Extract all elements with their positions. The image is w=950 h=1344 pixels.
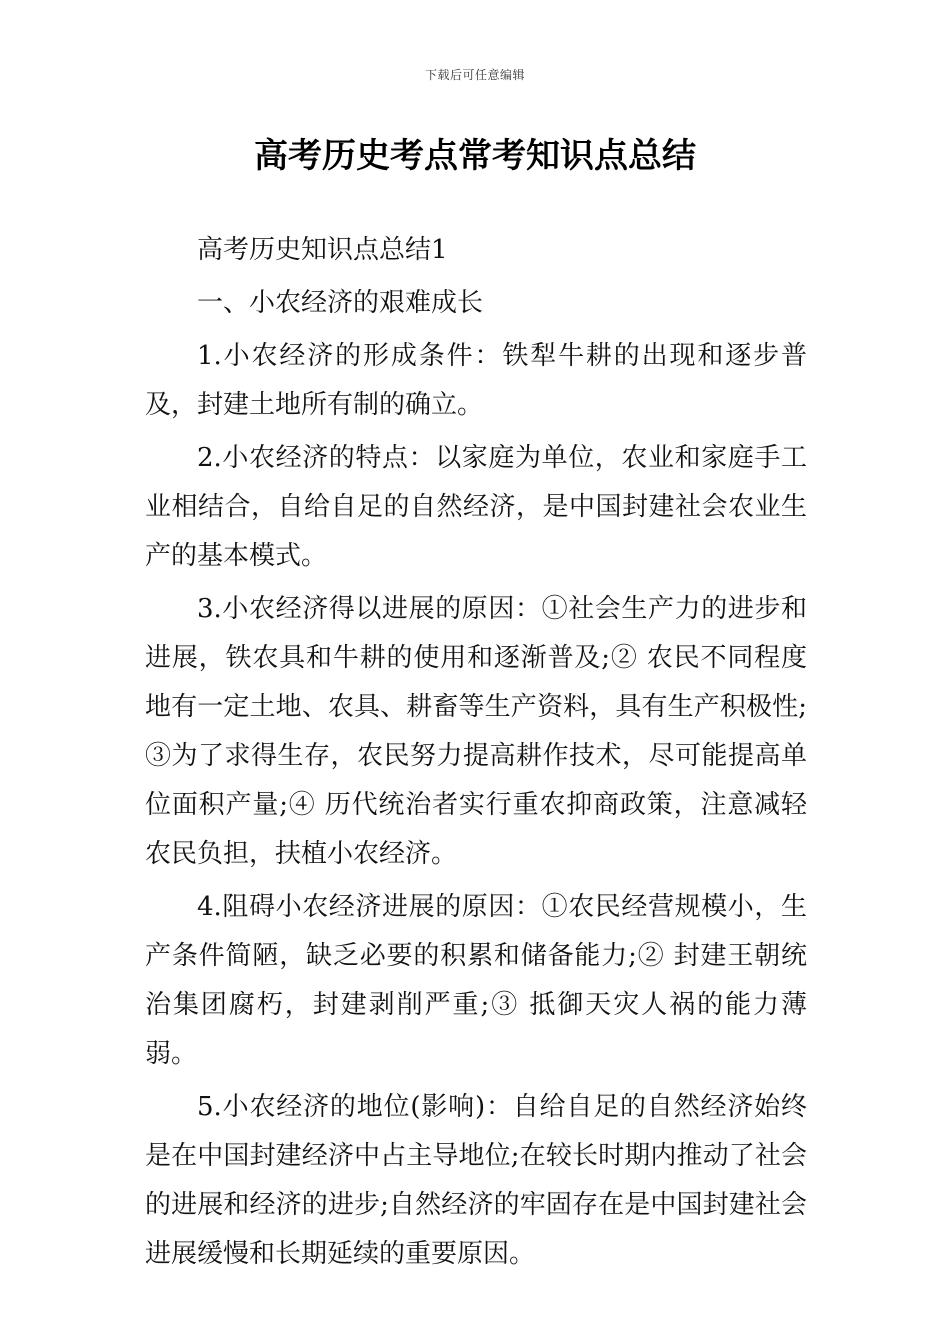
paragraph-2: 2.小农经济的特点：以家庭为单位，农业和家庭手工业相结合，自给自足的自然经济，是中国封建社会农业生产的基本模式。 [145, 443, 807, 571]
paragraph-1: 1.小农经济的形成条件：铁犁牛耕的出现和逐步普及，封建土地所有制的确立。 [145, 341, 807, 420]
document-body [145, 226, 807, 1283]
document-title: 高考历史考点常考知识点总结 [254, 136, 696, 176]
paragraph-4: 4.阻碍小农经济进展的原因：①农民经营规模小，生产条件简陋，缺乏必要的积累和储备能力;② 封建王朝统治集团腐朽，封建剥削严重;③ 抵御天灾人祸的能力薄弱。 [145, 892, 807, 1069]
paragraph-5: 5.小农经济的地位(影响)：自给自足的自然经济始终是在中国封建经济中占主导地位;在较长时期内推动了社会的进展和经济的进步;自然经济的牢固存在是中国封建社会进展缓慢和长期延续的重要原因。 [145, 1092, 807, 1269]
section-heading: 高考历史知识点总结1 [197, 235, 448, 265]
paragraph-3: 3.小农经济得以进展的原因：①社会生产力的进步和进展，铁农具和牛耕的使用和逐渐普及;② 农民不同程度地有一定土地、农具、耕畜等生产资料，具有生产积极性;③为了求得生存，农民努力提高耕作技术，尽可能提高单位面积产量;④ 历代统治者实行重农抑商政策，注意减轻农民负担，扶植小农经济。 [145, 594, 807, 869]
subsection-heading: 一、小农经济的艰难成长 [197, 288, 484, 318]
header-note: 下载后可任意编辑 [424, 68, 525, 82]
